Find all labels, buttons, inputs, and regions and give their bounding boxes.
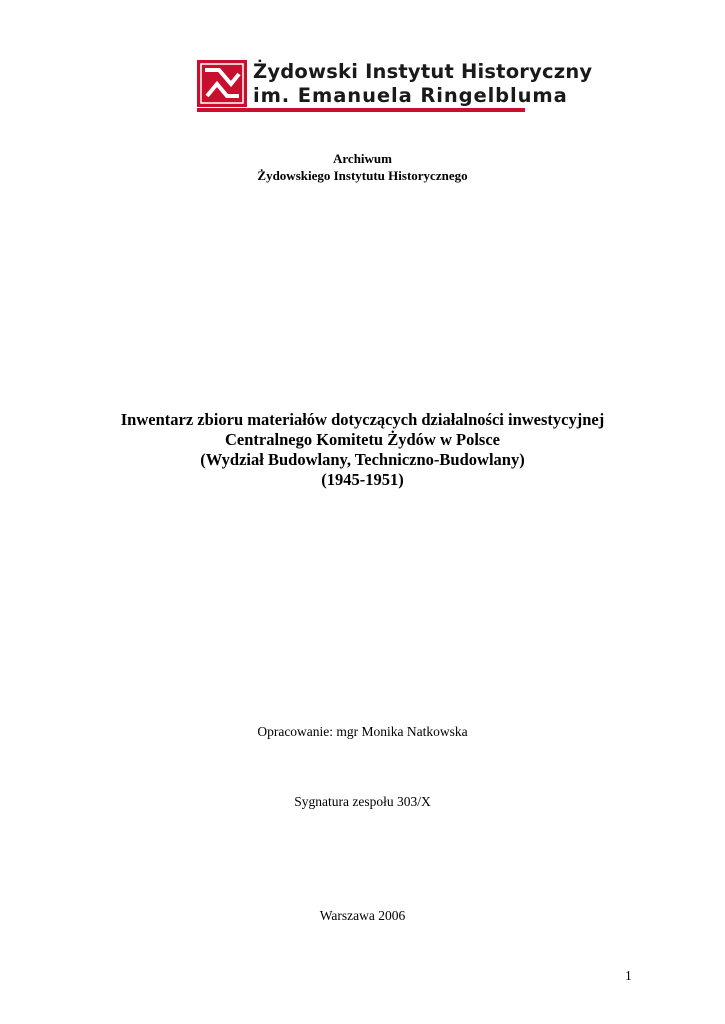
page-number: 1: [625, 968, 632, 983]
logo-underline: [197, 108, 525, 112]
signature-line: Sygnatura zespołu 303/X: [294, 794, 431, 809]
zih-emblem-icon: [197, 60, 247, 107]
author-line: Opracowanie: mgr Monika Natkowska: [257, 724, 468, 739]
document-title-line1: Inwentarz zbioru materiałów dotyczących działalności inwestycyjnej: [120, 410, 605, 429]
logo-name-line2: im. Emanuela Ringelbluma: [253, 84, 568, 107]
institute-logo: [197, 60, 593, 114]
document-title-line3: (Wydział Budowlany, Techniczno-Budowlany): [200, 450, 525, 469]
logo-name-line1: Żydowski Instytut Historyczny: [253, 60, 593, 83]
archive-heading: Archiwum: [333, 151, 392, 166]
place-year-line: Warszawa 2006: [319, 908, 406, 923]
document-title-line2: Centralnego Komitetu Żydów w Polsce: [225, 430, 500, 449]
archive-institution: Żydowskiego Instytutu Historycznego: [257, 168, 468, 183]
document-title-years: (1945-1951): [321, 470, 404, 489]
